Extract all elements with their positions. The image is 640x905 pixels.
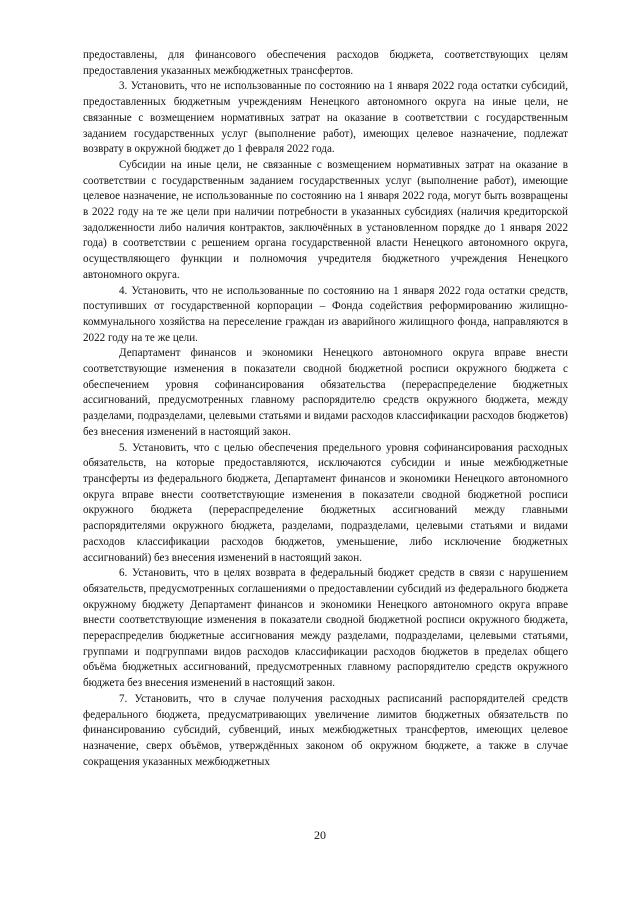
paragraph-continuation: предоставлены, для финансового обеспечения расходов бюджета, соответствующих целям предоставления указанных межбюджетных трансфертов. (83, 49, 568, 77)
paragraph-clause-5: 5. Установить, что с целью обеспечения предельного уровня софинансирования расходных обязательств, на которые предоставляются, исключаются субсидии и иные межбюджетные трансферты из федерального бюджета, Департамент финансов и экономики Ненецкого автономного округа вправе внести соответствующие изменения в показатели сводной бюджетной росписи окружного бюджета (перераспределение бюджетных ассигнований между главными распорядителями окружного бюджета, разделами, подразделами, целевыми статьями и видами расходов классификации расходов бюджетов, уменьшение, либо исключение бюджетных ассигнований) без внесения изменений в настоящий закон. (83, 441, 568, 564)
paragraph-clause-4: 4. Установить, что не использованные по состоянию на 1 января 2022 года остатки средств, поступивших от государственной корпорации – Фонда содействия реформированию жилищно-коммунального хозяйства на переселение граждан из аварийного жилищного фонда, направляются в 2022 году на те же цели. (83, 284, 568, 344)
paragraph-clause-7: 7. Установить, что в случае получения расходных расписаний распорядителей средств федерального бюджета, предусматривающих увеличение лимитов бюджетных обязательств по финансированию субсидий, субвенций, иных межбюджетных трансфертов, имеющих целевое назначение, сверх объёмов, утверждённых законом об окружном бюджете, а также в случае сокращения указанных межбюджетных (83, 692, 568, 768)
paragraph-clause-6: 6. Установить, что в целях возврата в федеральный бюджет средств в связи с нарушением обязательств, предусмотренных соглашениями о предоставлении субсидий из федерального бюджета окружному бюджету Департамент финансов и экономики Ненецкого автономного округа вправе внести соответствующие изменения в показатели сводной бюджетной росписи окружного бюджета, перераспределив бюджетные ассигнования между разделами, подразделами, целевыми статьями, группами и подгруппами видов расходов классификации расходов бюджетов в пределах общего объёма бюджетных ассигнований, предусмотренных главному распорядителю средств окружного бюджета без внесения изменений в настоящий закон. (83, 567, 568, 690)
paragraph-subsidies: Субсидии на иные цели, не связанные с возмещением нормативных затрат на оказание в соответствии с государственным заданием государственных услуг (выполнение работ), имеющие целевое назначение, не использованные по состоянию на 1 января 2022 года, могут быть возвращены в 2022 году на те же цели при наличии потребности в указанных субсидиях (наличия кредиторской задолженности либо наличия контрактов, заключённых в установленном порядке до 1 января 2022 года) в соответствии с решением органа государственной власти Ненецкого автономного округа, осуществляющего функции и полномочия учредителя бюджетного учреждения Ненецкого автономного округа. (83, 158, 568, 281)
paragraph-department: Департамент финансов и экономики Ненецкого автономного округа вправе внести соответствующие изменения в показатели сводной бюджетной росписи окружного бюджета с обеспечением уровня софинансирования обязательства (перераспределение бюджетных ассигнований, предусмотренных главному распорядителю средств окружного бюджета, между разделами, подразделами, целевыми статьями и видами расходов классификации расходов бюджетов) без внесения изменений в настоящий закон. (83, 347, 568, 438)
paragraph-clause-3: 3. Установить, что не использованные по состоянию на 1 января 2022 года остатки субсидий, предоставленных бюджетным учреждениям Ненецкого автономного округа на иные цели, не связанные с возмещением нормативных затрат на оказание в соответствии с государственным заданием государственных услуг (выполнение работ), имеющих целевое назначение, подлежат возврату в окружной бюджет до 1 февраля 2022 года. (83, 80, 568, 156)
page-number: 20 (314, 828, 326, 842)
document-body (83, 48, 568, 770)
